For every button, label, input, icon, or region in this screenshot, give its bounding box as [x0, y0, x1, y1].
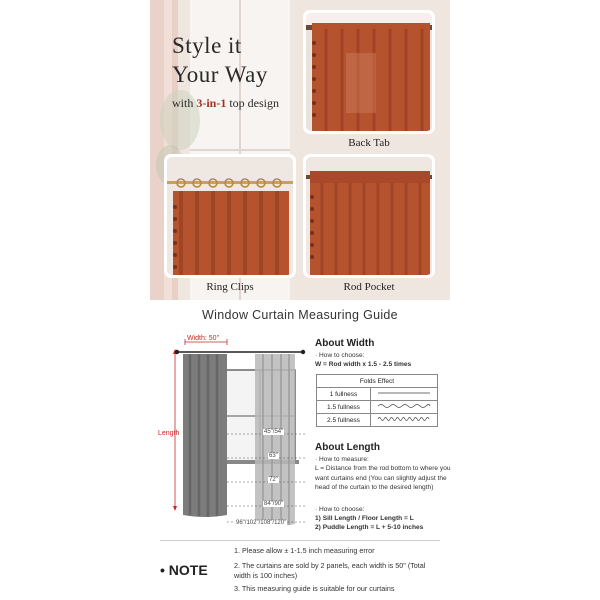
table-row — [317, 388, 438, 401]
note-item-2: 2. The curtains are sold by 2 panels, each width is 50" (Total width is 100 inches) — [234, 561, 426, 580]
length-option-sill-floor: 1) Sill Length / Floor Length = L — [315, 515, 414, 522]
caption-back-tab: Back Tab — [348, 137, 390, 149]
length-how-to-choose: · How to choose: — [315, 506, 365, 513]
headline-line-2: Your Way — [172, 62, 268, 87]
width-label: Width: 50" — [187, 335, 220, 342]
guide-title: Window Curtain Measuring Guide — [202, 308, 398, 322]
length-mark-84-90: 84"/90" — [264, 501, 284, 507]
width-how-to: · How to choose: — [315, 352, 365, 359]
folds-effect-header: Folds Effect — [317, 375, 438, 388]
fullness-1-5-wave — [371, 401, 438, 414]
curtain-diagram — [155, 330, 315, 535]
width-formula: W = Rod width x 1.5 - 2.5 times — [315, 361, 412, 368]
note-heading: • NOTE — [160, 562, 208, 578]
about-width-heading: About Width — [315, 338, 375, 349]
headline-accent: 3-in-1 — [196, 96, 227, 110]
fullness-1-wave — [371, 388, 438, 401]
length-how-to-measure: · How to measure: — [315, 456, 369, 463]
headline-subtitle: with 3-in-1 top design — [172, 96, 280, 110]
rod-pocket-photo — [303, 154, 435, 278]
note-item-1: 1. Please allow ± 1-1.5 inch measuring error — [234, 546, 375, 555]
length-label: Length — [158, 430, 180, 437]
about-length-heading: About Length — [315, 442, 380, 453]
fullness-2-5-label: 2.5 fullness — [317, 414, 371, 427]
table-row — [317, 401, 438, 414]
fullness-1-5-label: 1.5 fullness — [317, 401, 371, 414]
folds-effect-table — [316, 374, 438, 427]
style-promo-panel — [150, 0, 450, 300]
fullness-2-5-wave — [371, 414, 438, 427]
ring-clips-photo — [164, 154, 296, 278]
length-mark-63: 63" — [269, 453, 278, 459]
note-item-3: 3. This measuring guide is suitable for our curtains — [234, 584, 395, 593]
table-row — [317, 414, 438, 427]
caption-ring-clips: Ring Clips — [206, 281, 254, 293]
caption-rod-pocket: Rod Pocket — [343, 281, 395, 293]
note-divider — [160, 540, 440, 541]
back-tab-photo — [303, 10, 435, 134]
fullness-1-label: 1 fullness — [317, 388, 371, 401]
length-mark-96-120: 96"/102"/108"/120" — [236, 520, 287, 526]
length-mark-72: 72" — [269, 477, 278, 483]
length-mark-45-54: 45"/54" — [264, 429, 284, 435]
length-option-puddle: 2) Puddle Length = L + 5-10 inches — [315, 524, 424, 531]
length-definition: L = Distance from the rod bottom to where you want curtains end (You can slightly adjust the head of the curtain to the desired length) — [315, 465, 451, 492]
headline-line-1: Style it — [172, 33, 242, 58]
